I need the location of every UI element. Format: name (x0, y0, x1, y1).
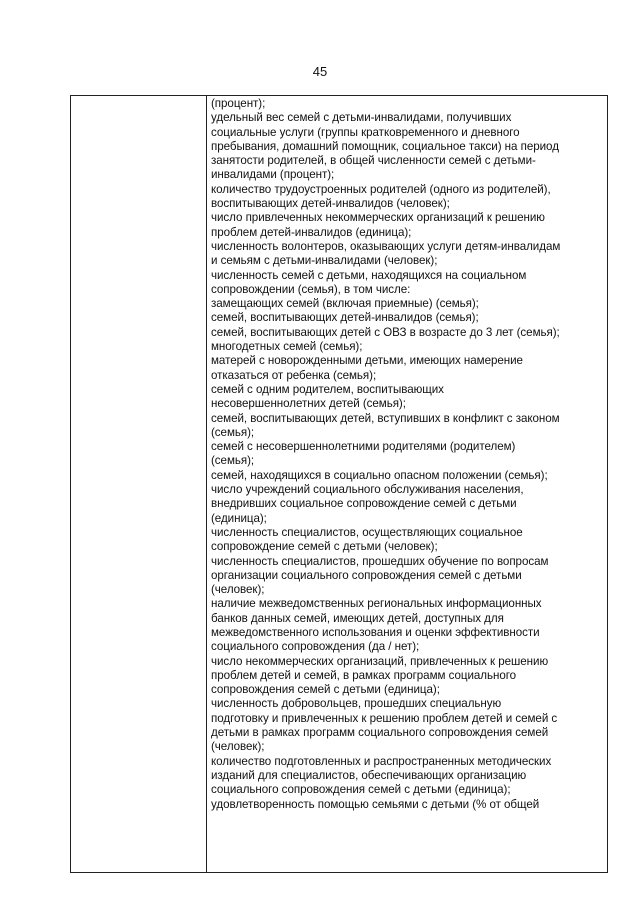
indicator-text-line: (человек); (211, 740, 265, 754)
indicator-text-line: (процент); (211, 97, 266, 110)
table-left-cell (71, 96, 207, 872)
indicator-text-line: проблем детей и семей, в рамках программ социального (211, 668, 517, 682)
indicator-text-line: семей с одним родителем, воспитывающих (211, 382, 444, 396)
indicator-text-line: замещающих семей (включая приемные) (семья); (211, 297, 479, 311)
indicator-text-line: численность волонтеров, оказывающих услуги детям-инвалидам (211, 239, 561, 253)
indicator-text-line: (человек); (211, 583, 265, 597)
indicator-text-line: подготовку и привлеченных к решению проблем детей и семей с (211, 711, 558, 725)
indicator-text-line: отказаться от ребенка (семья); (211, 368, 377, 382)
indicator-text-line: сопровождении (семья), в том числе: (211, 282, 411, 296)
indicator-text-line: удельный вес семей с детьми-инвалидами, получивших (211, 111, 512, 125)
indicator-text-line: многодетных семей (семья); (211, 340, 363, 354)
indicator-text-line: инвалидами (процент); (211, 168, 335, 182)
indicator-table (70, 95, 608, 873)
indicator-text-line: социального сопровождения (да / нет); (211, 640, 420, 654)
indicator-text-line: семей с несовершеннолетними родителями (родителем) (211, 440, 516, 454)
indicator-text-line: сопровождения семей с детьми (единица); (211, 683, 440, 697)
indicator-text-line: несовершеннолетних детей (семья); (211, 397, 406, 411)
page-number: 45 (312, 64, 328, 79)
indicator-text-line: численность добровольцев, прошедших специальную (211, 697, 502, 711)
indicator-text-line: численность специалистов, осуществляющих социальное (211, 525, 523, 539)
indicator-text-line: банков данных семей, имеющих детей, доступных для (211, 611, 504, 625)
indicator-text-line: занятости родителей, в общей численности семей с детьми- (211, 154, 536, 168)
indicator-text-line: социальные услуги (группы кратковременного и дневного (211, 125, 520, 139)
indicator-text-line: проблем детей-инвалидов (единица); (211, 225, 412, 239)
indicator-text-line: социального сопровождения семей с детьми (единица); (211, 783, 511, 797)
indicator-text-line: воспитывающих детей-инвалидов (человек); (211, 197, 450, 211)
indicator-text-line: сопровождение семей с детьми (человек); (211, 540, 438, 554)
indicator-text-line: пребывания, домашний помощник, социальное такси) на период (211, 139, 559, 153)
indicator-text-line: семей, воспитывающих детей, вступивших в конфликт с законом (211, 411, 560, 425)
table-right-cell (207, 96, 607, 872)
indicator-text-line: число учреждений социального обслуживания населения, (211, 483, 524, 497)
indicator-text-line: внедривших социальное сопровождение семей с детьми (211, 497, 517, 511)
indicator-text-line: и семьям с детьми-инвалидами (человек); (211, 254, 438, 268)
indicator-text-line: матерей с новорожденными детьми, имеющих намерение (211, 354, 523, 368)
indicator-text-line: детьми в рамках программ социального сопровождения семей (211, 726, 549, 740)
indicator-text-line: семей, воспитывающих детей-инвалидов (семья); (211, 311, 479, 325)
indicator-text-line: число привлеченных некоммерческих организаций к решению (211, 211, 545, 225)
indicator-text-line: количество трудоустроенных родителей (одного из родителей), (211, 182, 551, 196)
indicator-text-line: удовлетворенность помощью семьями с детьми (% от общей (211, 797, 540, 811)
indicator-text-line: (семья); (211, 454, 255, 468)
indicator-text-line: семей, воспитывающих детей с ОВЗ в возрасте до 3 лет (семья); (211, 325, 560, 339)
indicator-text-line: межведомственного использования и оценки эффективности (211, 625, 540, 639)
indicator-text-line: число некоммерческих организаций, привлеченных к решению (211, 654, 549, 668)
indicator-text-line: организации социального сопровождения семей с детьми (211, 568, 522, 582)
indicator-text-line: численность семей с детьми, находящихся на социальном (211, 268, 527, 282)
indicator-text-line: количество подготовленных и распространенных методических (211, 754, 552, 768)
indicator-text-line: численность специалистов, прошедших обучение по вопросам (211, 554, 549, 568)
indicator-text-line: (единица); (211, 511, 267, 525)
indicator-text-line: (семья); (211, 425, 255, 439)
indicator-text-line: семей, находящихся в социально опасном положении (семья); (211, 468, 548, 482)
indicator-text-line: изданий для специалистов, обеспечивающих организацию (211, 768, 527, 782)
indicator-text-line: наличие межведомственных региональных информационных (211, 597, 542, 611)
